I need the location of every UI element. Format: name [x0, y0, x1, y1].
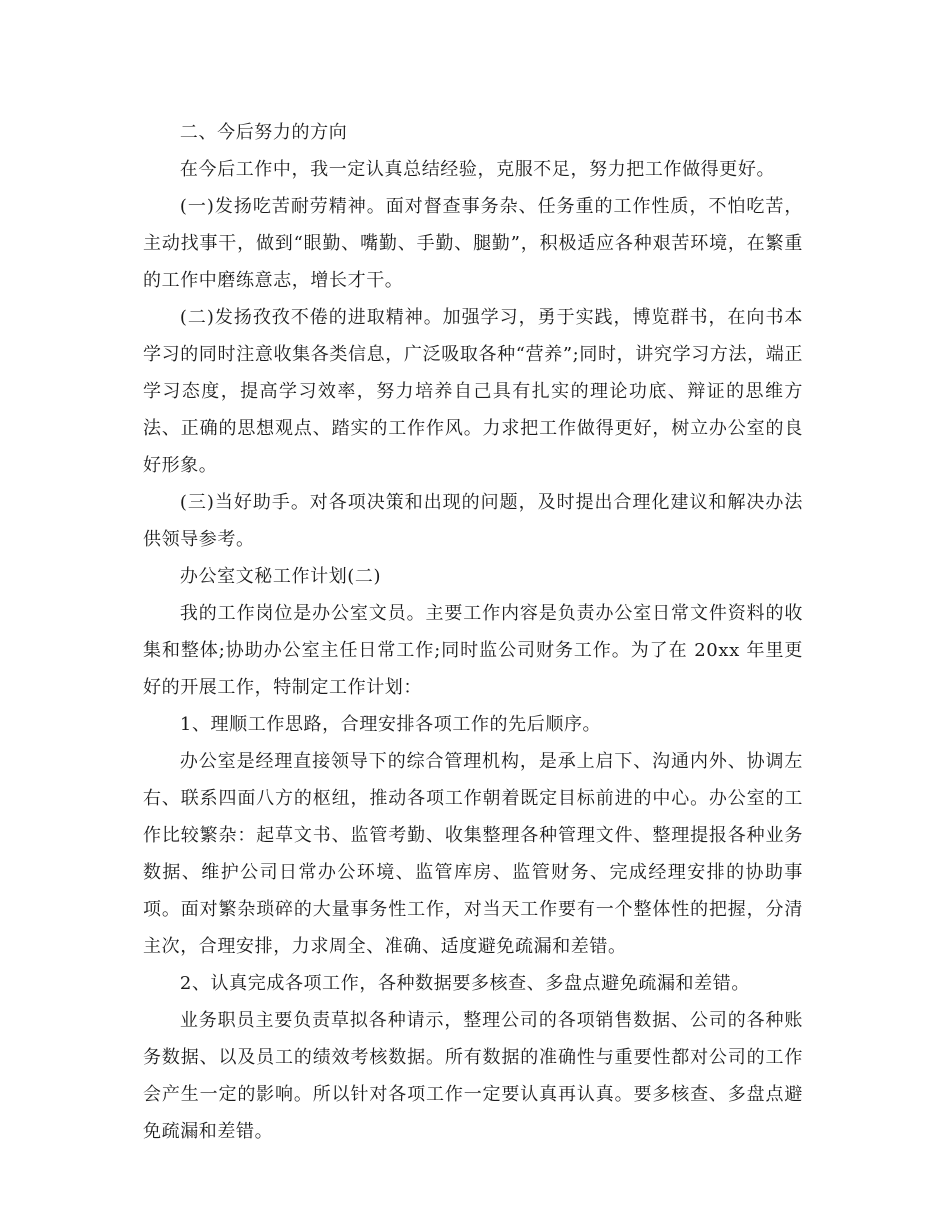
paragraph: 在今后工作中，我一定认真总结经验，克服不足，努力把工作做得更好。 [179, 159, 776, 180]
paragraph: 业务职员主要负责草拟各种请示，整理公司的各项销售数据、公司的各种账务数据、以及员工的绩效考核数据。所有数据的准确性与重要性都对公司的工作会产生一定的影响。所以针对各项工作一定要认真再认真。要多核查、多盘点避免疏漏和差错。 [143, 1010, 803, 1142]
section-heading: 二、今后努力的方向 [179, 122, 348, 143]
document-body [143, 114, 803, 1150]
list-item-heading: 2、认真完成各项工作，各种数据要多核查、多盘点避免疏漏和差错。 [179, 973, 750, 994]
paragraph: 我的工作岗位是办公室文员。主要工作内容是负责办公室日常文件资料的收集和整体;协助办公室主任日常工作;同时监公司财务工作。为了在 20xx 年里更好的开展工作，特制定工作计划： [143, 603, 803, 698]
paragraph: (一)发扬吃苦耐劳精神。面对督查事务杂、任务重的工作性质，不怕吃苦，主动找事干，做到“眼勤、嘴勤、手勤、腿勤”，积极适应各种艰苦环境，在繁重的工作中磨练意志，增长才干。 [143, 196, 803, 291]
section-heading: 办公室文秘工作计划(二) [179, 566, 382, 587]
paragraph: 办公室是经理直接领导下的综合管理机构，是承上启下、沟通内外、协调左右、联系四面八方的枢纽，推动各项工作朝着既定目标前进的中心。办公室的工作比较繁杂：起草文书、监管考勤、收集整理各种管理文件、整理提报各种业务数据、维护公司日常办公环境、监管库房、监管财务、完成经理安排的协助事项。面对繁杂琐碎的大量事务性工作，对当天工作要有一个整体性的把握，分清主次，合理安排，力求周全、准确、适度避免疏漏和差错。 [143, 751, 803, 957]
paragraph: (三)当好助手。对各项决策和出现的问题，及时提出合理化建议和解决办法供领导参考。 [143, 492, 803, 550]
list-item-heading: 1、理顺工作思路，合理安排各项工作的先后顺序。 [179, 714, 602, 735]
paragraph: (二)发扬孜孜不倦的进取精神。加强学习，勇于实践，博览群书，在向书本学习的同时注意收集各类信息，广泛吸取各种“营养”;同时，讲究学习方法，端正学习态度，提高学习效率，努力培养自己具有扎实的理论功底、辩证的思维方法、正确的思想观点、踏实的工作作风。力求把工作做得更好，树立办公室的良好形象。 [143, 307, 803, 476]
